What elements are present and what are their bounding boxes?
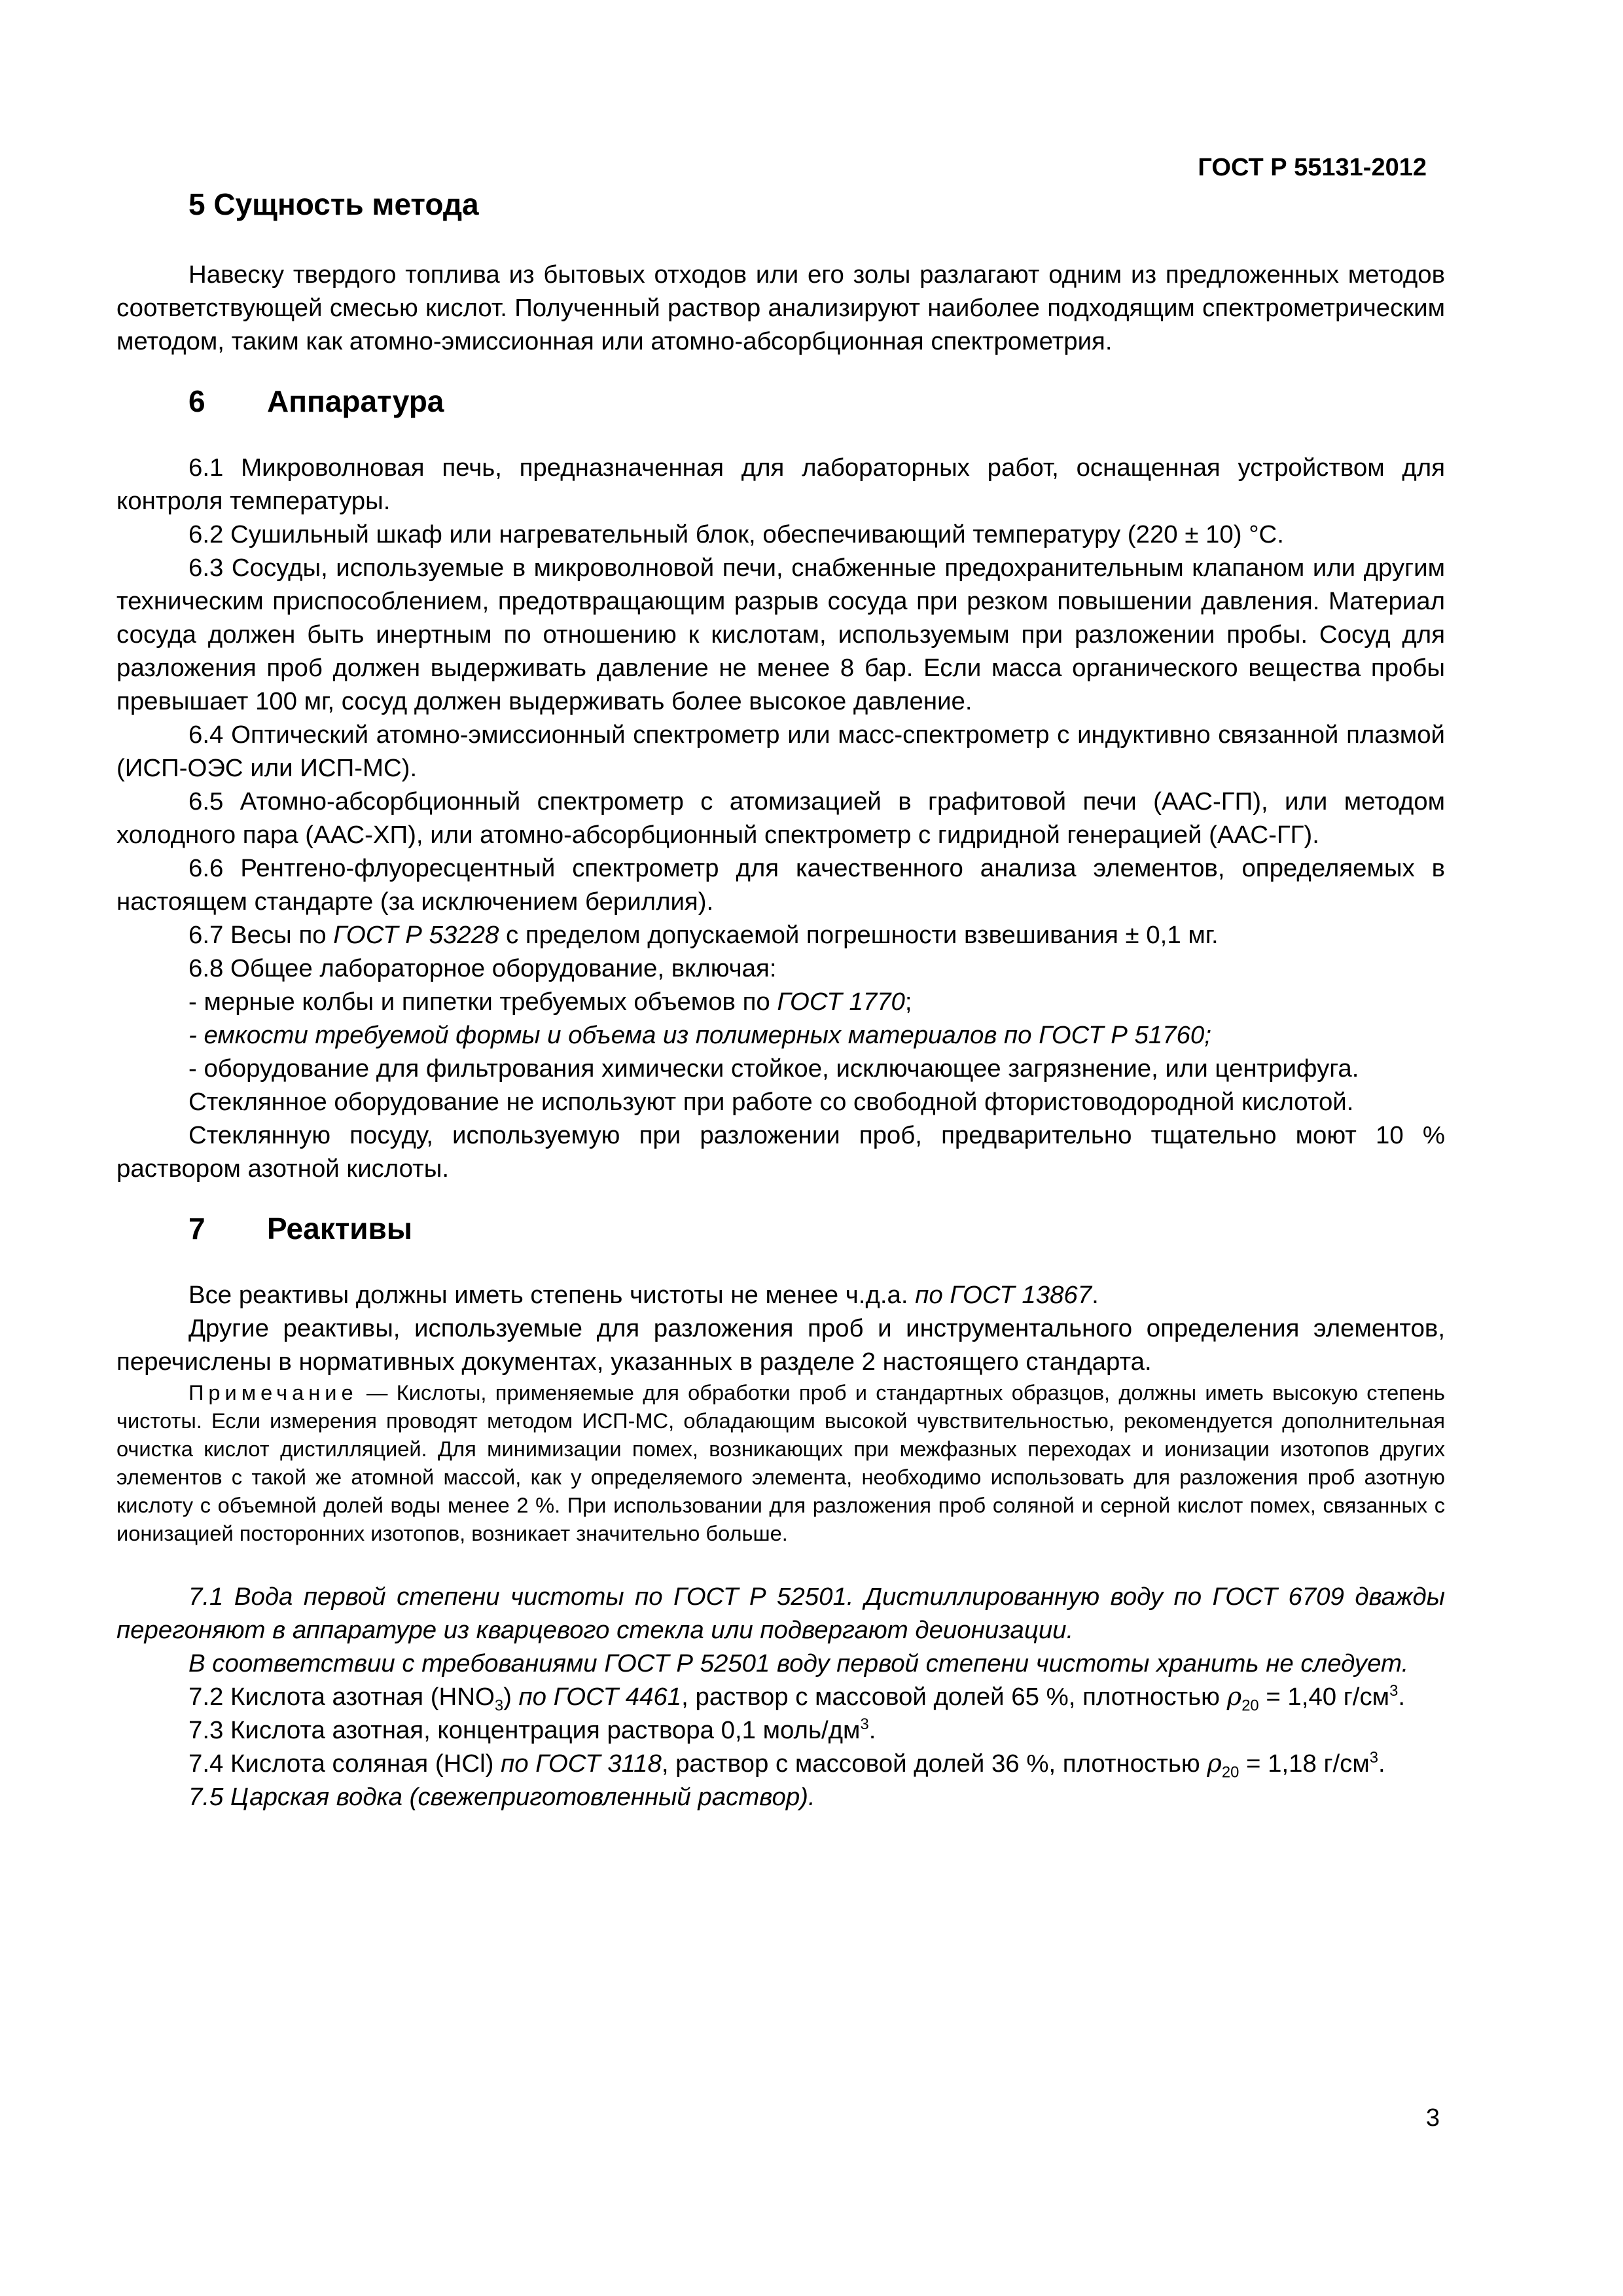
paragraph-6-1: 6.1 Микроволновая печь, предназначенная для лабораторных работ, оснащенная устройством для контроля температуры.: [116, 454, 1445, 515]
subscript: 20: [1241, 1696, 1259, 1715]
standard-designation: ГОСТ Р 55131-2012: [1198, 154, 1427, 181]
list-item-filtration: - оборудование для фильтрования химически стойкое, исключающее загрязнение, или центрифуга.: [188, 1054, 1359, 1083]
section-7-heading: [188, 1208, 1445, 1249]
standard-reference: по ГОСТ 4461: [518, 1683, 682, 1711]
note-label: Примечание: [188, 1380, 358, 1405]
list-item-text: ;: [904, 988, 912, 1016]
paragraph-glassware-wash: Стеклянную посуду, используемую при разложении проб, предварительно тщательно моют 10 % раствором азотной кислоты.: [116, 1121, 1445, 1183]
paragraph-text: .: [1398, 1683, 1405, 1711]
paragraph-text: , раствор с массовой долей 65 %, плотностью: [681, 1683, 1227, 1711]
list-item-flasks: [116, 985, 1445, 1018]
density-symbol: ρ: [1226, 1682, 1242, 1712]
section-5-text: Навеску твердого топлива из бытовых отходов или его золы разлагают одним из предложенных методов соответствующей смесью кислот. Полученный раствор анализируют наиболее подходящим спектрометрическим методом, таким как атомно-эмиссионная или атомно-абсорбционная спектрометрия.: [116, 260, 1445, 355]
paragraph-text: = 1,18 г/см: [1239, 1749, 1370, 1778]
paragraph-6-5: 6.5 Атомно-абсорбционный спектрометр с атомизацией в графитовой печи (ААС-ГП), или методом холодного пара (ААС-ХП), или атомно-абсорбционный спектрометр с гидридной генерацией (ААС-ГГ).: [116, 787, 1445, 849]
section-6-heading: [188, 380, 1445, 422]
section-7-title: Реактивы: [267, 1211, 413, 1246]
section-6-title: Аппаратура: [267, 384, 444, 418]
superscript: 3: [1389, 1682, 1399, 1700]
paragraph-7-other-reagents: Другие реактивы, используемые для разложения проб и инструментального определения элементов, перечислены в нормативных документах, указанных в разделе 2 настоящего стандарта.: [116, 1314, 1445, 1376]
note: [116, 1378, 1445, 1547]
paragraph-text: 7.2 Кислота азотная (HNO: [188, 1683, 495, 1711]
paragraph-6-8: 6.8 Общее лабораторное оборудование, включая:: [188, 954, 777, 982]
list-item-containers: - емкости требуемой формы и объема из полимерных материалов по ГОСТ Р 51760;: [188, 1021, 1211, 1049]
standard-reference: по ГОСТ 13867: [915, 1281, 1092, 1309]
section-6-number: 6: [188, 384, 205, 418]
superscript: 3: [1369, 1749, 1379, 1767]
subscript: 3: [494, 1696, 504, 1715]
paragraph-text: , раствор с массовой долей 36 %, плотностью: [661, 1749, 1207, 1778]
section-7-number: 7: [188, 1211, 205, 1246]
density-symbol: ρ: [1207, 1749, 1222, 1778]
paragraph-text: 7.4 Кислота соляная (HCl): [188, 1749, 501, 1778]
section-5-heading: 5 Сущность метода: [188, 187, 479, 221]
subscript: 20: [1221, 1763, 1240, 1782]
standard-reference: ГОСТ 1770: [777, 988, 905, 1016]
page-number: 3: [1425, 2104, 1440, 2132]
paragraph-text: ): [503, 1683, 519, 1711]
paragraph-6-7: [116, 918, 1445, 952]
paragraph-text: .: [868, 1716, 876, 1744]
paragraph-text: = 1,40 г/см: [1258, 1683, 1390, 1711]
paragraph-6-3: 6.3 Сосуды, используемые в микроволновой печи, снабженные предохранительным клапаном или другим техническим приспособлением, предотвращающим разрыв сосуда при резком повышении давления. Материал сосуда должен быть инертным по отношению к кислотам, используемым при разложении пробы. Сосуд для разложения проб должен выдерживать давление не менее 8 бар. Если масса органического вещества пробы превышает 100 мг, сосуд должен выдерживать более высокое давление.: [116, 554, 1445, 715]
paragraph-7-1: 7.1 Вода первой степени чистоты по ГОСТ Р 52501. Дистиллированную воду по ГОСТ 6709 дважды перегоняют в аппаратуре из кварцевого стекла или подвергают деионизации.: [116, 1583, 1445, 1644]
paragraph-6-4: 6.4 Оптический атомно-эмиссионный спектрометр или масс-спектрометр с индуктивно связанной плазмой (ИСП-ОЭС или ИСП-МС).: [116, 721, 1445, 782]
paragraph-7-3: [116, 1713, 1445, 1747]
paragraph-glassware: Стеклянное оборудование не используют при работе со свободной фтористоводородной кислотой.: [188, 1088, 1354, 1116]
paragraph-7-2: [116, 1680, 1445, 1713]
paragraph-text: Все реактивы должны иметь степень чистоты не менее ч.д.а.: [188, 1281, 916, 1309]
paragraph-7-reagent-purity: [116, 1278, 1445, 1312]
paragraph-text: .: [1092, 1281, 1099, 1309]
superscript: 3: [860, 1715, 869, 1734]
note-body: — Кислоты, применяемые для обработки проб и стандартных образцов, должны иметь высокую степень чистоты. Если измерения проводят методом ИСП-МС, обладающим высокой чувствительностью, рекомендуется дополнительная очистка кислот дистилляцией. Для минимизации помех, возникающих при межфазных переходах и ионизации изотопов других элементов с такой же атомной массой, как у определяемого элемента, необходимо использовать для разложения проб азотную кислоту с объемной долей воды менее 2 %. При использовании для разложения проб соляной и серной кислот помех, связанных с ионизацией посторонних изотопов, возникает значительно больше.: [116, 1380, 1445, 1545]
paragraph-text: 7.3 Кислота азотная, концентрация раствора 0,1 моль/дм: [188, 1716, 861, 1744]
paragraph-7-1-storage: В соответствии с требованиями ГОСТ Р 52501 воду первой степени чистоты хранить не следует.: [188, 1649, 1409, 1677]
standard-reference: по ГОСТ 3118: [501, 1749, 662, 1778]
paragraph-7-4: [116, 1747, 1445, 1780]
note-text: [116, 1378, 1445, 1547]
paragraph-text: .: [1378, 1749, 1385, 1778]
document-body: [116, 183, 1445, 1814]
list-item-text: - мерные колбы и пипетки требуемых объемов по: [188, 988, 777, 1016]
paragraph-6-2: 6.2 Сушильный шкаф или нагревательный блок, обеспечивающий температуру (220 ± 10) °С.: [188, 520, 1284, 548]
standard-reference: ГОСТ Р 53228: [333, 921, 499, 949]
paragraph-6-7-text: с пределом допускаемой погрешности взвешивания ± 0,1 мг.: [499, 921, 1219, 949]
paragraph-6-7-text: 6.7 Весы по: [188, 921, 334, 949]
paragraph-6-6: 6.6 Рентгено-флуоресцентный спектрометр для качественного анализа элементов, определяемых в настоящем стандарте (за исключением бериллия).: [116, 854, 1445, 916]
paragraph-7-5: 7.5 Царская водка (свежеприготовленный раствор).: [188, 1783, 815, 1811]
